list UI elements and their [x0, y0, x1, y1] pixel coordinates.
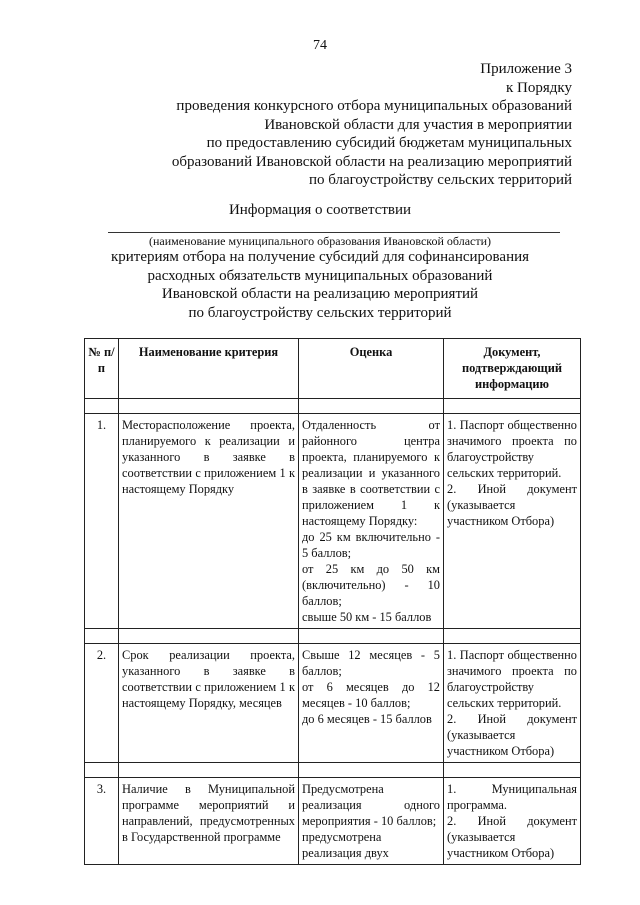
row-criterion: Месторасположение проекта, планируемого к реализации и указанного в заявке в соответствии с приложением 1 к настоящему Порядку [119, 414, 299, 629]
document-line: 1. Паспорт общественно значимого проекта по благоустройству сельских территорий. [447, 648, 577, 710]
spacer-row [85, 763, 581, 778]
row-score [299, 414, 444, 629]
criteria-heading [0, 248, 640, 322]
appendix-line: по благоустройству сельских территорий [308, 172, 572, 188]
row-document [444, 414, 581, 629]
score-line: Свыше 12 месяцев - 5 баллов; [302, 648, 440, 678]
appendix-line: по предоставлению субсидий бюджетам муниципальных [206, 135, 572, 151]
row-num: 3. [85, 778, 119, 865]
spacer-row [85, 399, 581, 414]
appendix-line: образований Ивановской области на реализацию мероприятий [171, 153, 572, 170]
document-line: 2. Иной документ (указывается участником Отбора) [447, 814, 577, 860]
appendix-header [52, 60, 572, 190]
appendix-line: Ивановской области для участия в мероприятии [264, 116, 572, 133]
fill-in-caption: (наименование муниципального образования Ивановской области) [148, 234, 492, 248]
row-criterion: Срок реализации проекта, указанного в заявке в соответствии с приложением 1 к настоящему Порядку, месяцев [119, 644, 299, 763]
row-document [444, 644, 581, 763]
row-score [299, 644, 444, 763]
criteria-heading-line: критериям отбора на получение субсидий для софинансирования [110, 249, 530, 265]
fill-in-line [108, 232, 560, 233]
score-line: от 25 км до 50 км (включительно) - 10 баллов; [302, 562, 440, 608]
info-title: Информация о соответствии [228, 202, 412, 218]
criteria-heading-line: Ивановской области на реализацию мероприятий [161, 286, 479, 302]
score-line: свыше 50 км - 15 баллов [302, 610, 432, 624]
criteria-table [84, 338, 581, 865]
criteria-heading-line: расходных обязательств муниципальных образований [147, 267, 493, 284]
spacer-row [85, 629, 581, 644]
score-line: до 25 км включительно - 5 баллов; [302, 530, 440, 560]
row-num: 2. [85, 644, 119, 763]
score-line: до 6 месяцев - 15 баллов [302, 712, 432, 726]
score-line: Предусмотрена реализация одного мероприятия - 10 баллов; [302, 782, 440, 828]
row-criterion: Наличие в Муниципальной программе мероприятий и направлений, предусмотренных в Государственной программе [119, 778, 299, 865]
document-line: 2. Иной документ (указывается участником Отбора) [447, 712, 577, 758]
criteria-heading-line: по благоустройству сельских территорий [188, 304, 452, 321]
appendix-line: к Порядку [506, 79, 572, 96]
table-row [85, 778, 581, 865]
score-line: Отдаленность от районного центра проекта, планируемого к реализации и указанного в заявке в соответствии с приложением 1 к настоящему Порядку: [302, 418, 440, 528]
page-number: 74 [313, 38, 327, 53]
score-line: предусмотрена реализация двух [302, 830, 389, 860]
header-num: № п/п [85, 339, 119, 399]
document-line: 1. Муниципальная программа. [447, 782, 577, 812]
row-score [299, 778, 444, 865]
document-line: 2. Иной документ (указывается участником Отбора) [447, 482, 577, 528]
document-line: 1. Паспорт общественно значимого проекта по благоустройству сельских территорий. [447, 418, 577, 480]
header-score: Оценка [299, 339, 444, 399]
table-header-row [85, 339, 581, 399]
table-row [85, 414, 581, 629]
appendix-line: Приложение 3 [480, 61, 572, 77]
appendix-line: проведения конкурсного отбора муниципальных образований [176, 98, 572, 114]
header-criterion: Наименование критерия [119, 339, 299, 399]
table-row [85, 644, 581, 763]
row-num: 1. [85, 414, 119, 629]
header-document: Документ, подтверждающий информацию [444, 339, 581, 399]
score-line: от 6 месяцев до 12 месяцев - 10 баллов; [302, 680, 440, 710]
row-document [444, 778, 581, 865]
